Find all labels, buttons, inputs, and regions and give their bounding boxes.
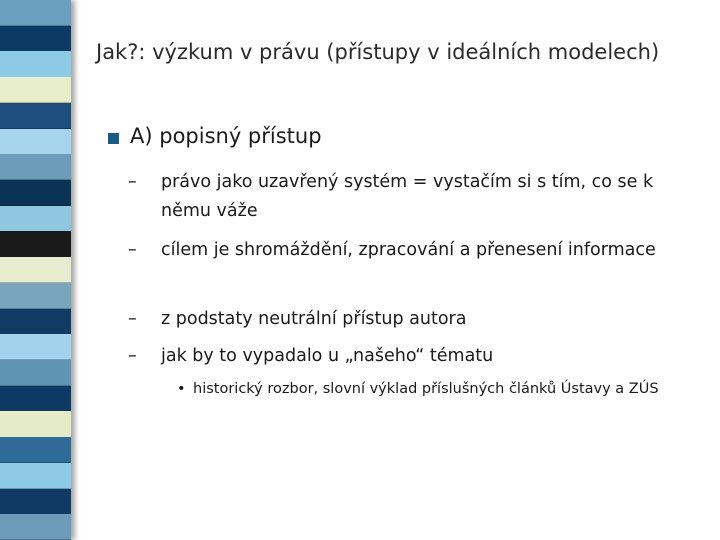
bullet-level2: jak by to vypadalo u „našeho“ tématu bbox=[161, 346, 494, 366]
decorative-stripe bbox=[0, 0, 71, 540]
stripe-block bbox=[0, 103, 71, 129]
stripe-block bbox=[0, 26, 71, 52]
dash-bullet-icon: – bbox=[128, 240, 137, 260]
bullet-level2: z podstaty neutrální přístup autora bbox=[161, 309, 467, 329]
square-bullet-icon bbox=[108, 133, 119, 144]
stripe-block bbox=[0, 463, 71, 489]
dot-bullet-icon: • bbox=[177, 381, 186, 397]
dash-bullet-icon: – bbox=[128, 172, 137, 192]
bullet-level1: A) popisný přístup bbox=[130, 124, 322, 148]
dash-bullet-icon: – bbox=[128, 309, 137, 329]
stripe-block bbox=[0, 154, 71, 180]
stripe-block bbox=[0, 386, 71, 412]
stripe-block bbox=[0, 206, 71, 232]
dash-bullet-icon: – bbox=[128, 346, 137, 366]
stripe-block bbox=[0, 334, 71, 360]
stripe-block bbox=[0, 0, 71, 26]
stripe-block bbox=[0, 283, 71, 309]
stripe-block bbox=[0, 514, 71, 540]
stripe-block bbox=[0, 411, 71, 437]
bullet-level2: právo jako uzavřený systém = vystačím si s tím, co se k němu váže bbox=[161, 172, 654, 221]
bullet-level3: historický rozbor, slovní výklad příslušných článků Ústavy a ZÚS bbox=[193, 381, 659, 397]
stripe-block bbox=[0, 309, 71, 335]
stripe-block bbox=[0, 257, 71, 283]
slide-title: Jak?: výzkum v právu (přístupy v ideálních modelech) bbox=[96, 40, 660, 64]
bullet-level2: cílem je shromáždění, zpracování a přenesení informace bbox=[161, 240, 656, 260]
stripe-block bbox=[0, 437, 71, 463]
stripe-block bbox=[0, 51, 71, 77]
stripe-block bbox=[0, 489, 71, 515]
stripe-block bbox=[0, 231, 71, 257]
stripe-block bbox=[0, 180, 71, 206]
stripe-block bbox=[0, 77, 71, 103]
stripe-block bbox=[0, 360, 71, 386]
stripe-block bbox=[0, 129, 71, 155]
